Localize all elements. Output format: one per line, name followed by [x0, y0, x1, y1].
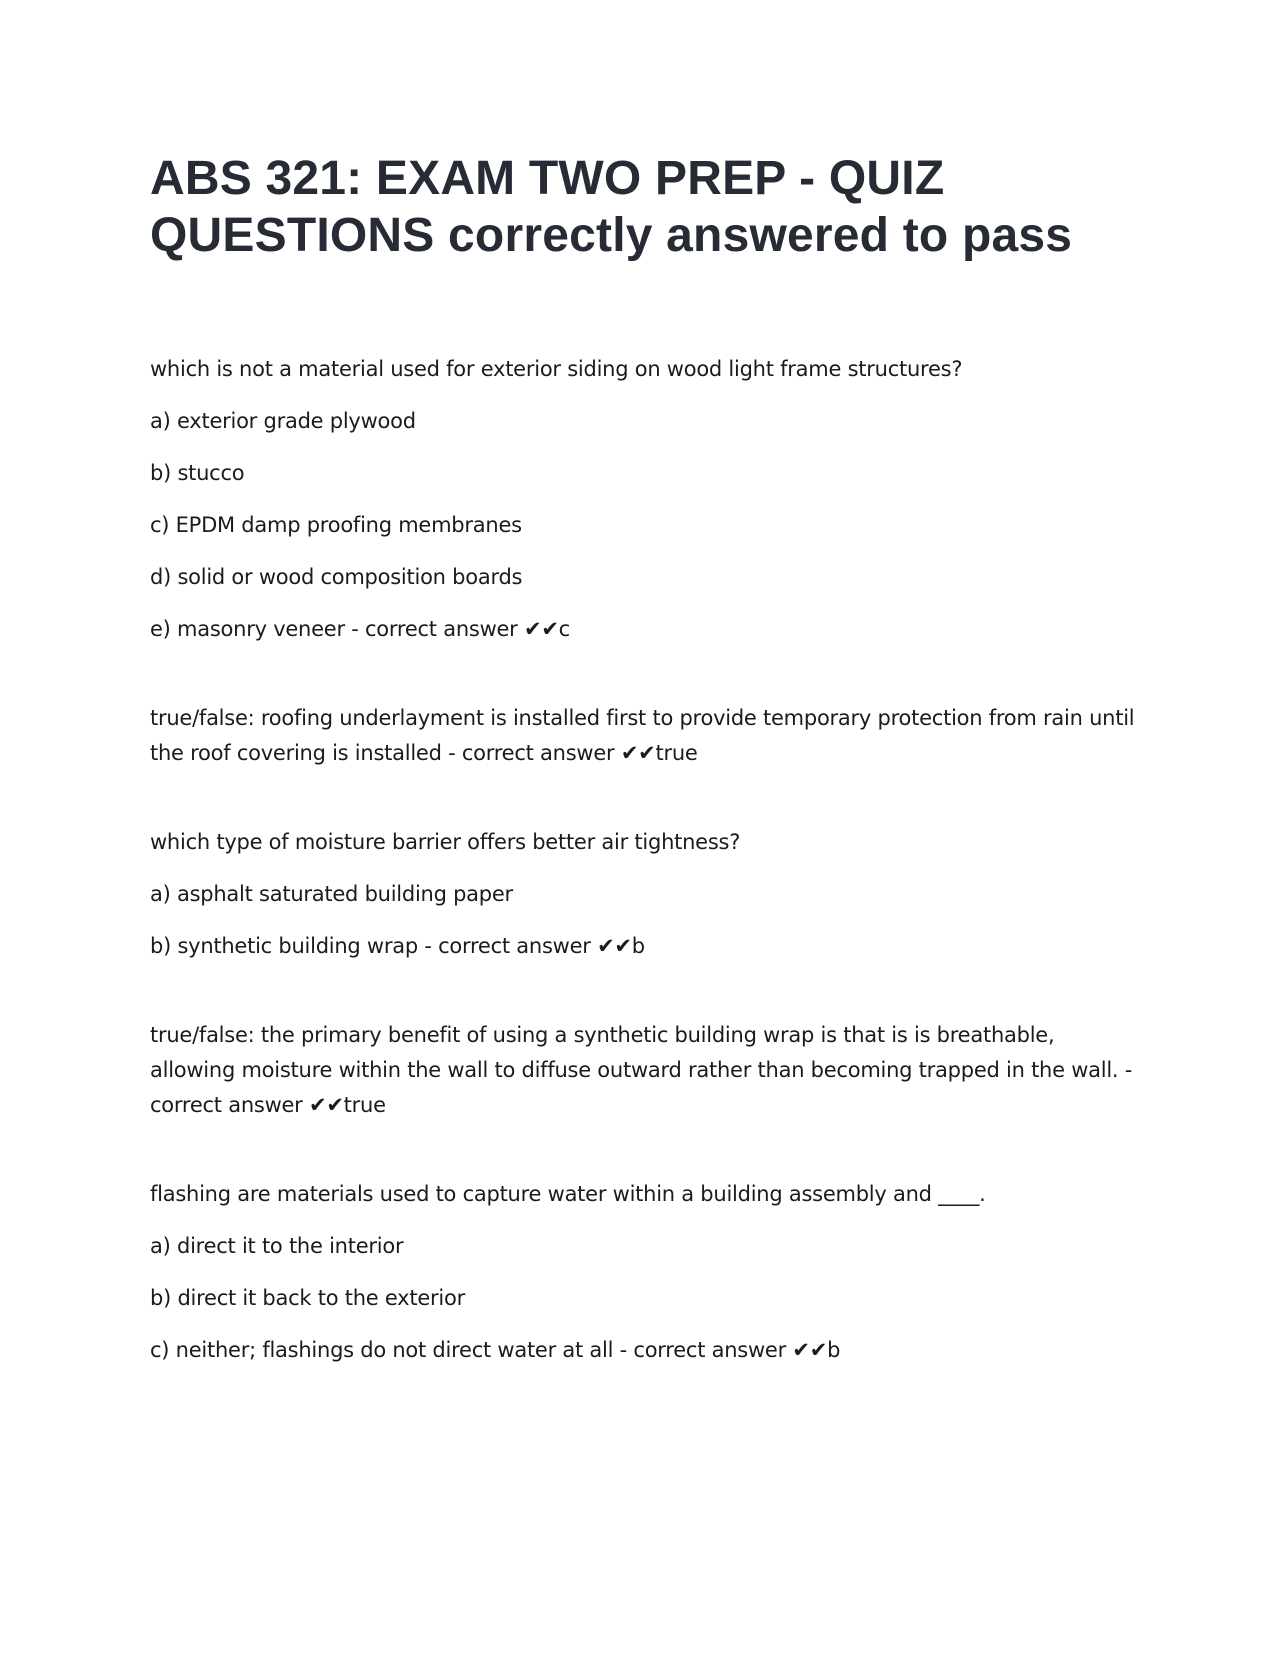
answer-option-with-correct-answer: e) masonry veneer - correct answer ✔✔c — [150, 617, 570, 641]
question-list — [150, 352, 1140, 1368]
answer-option: d) solid or wood composition boards — [150, 565, 523, 589]
question-text: which type of moisture barrier offers better air tightness? — [150, 830, 741, 854]
answer-option: a) asphalt saturated building paper — [150, 882, 513, 906]
question-block-2 — [150, 701, 1140, 771]
document-title: ABS 321: EXAM TWO PREP - QUIZ QUESTIONS correctly answered to pass — [150, 152, 1073, 262]
question-text: which is not a material used for exterior siding on wood light frame structures? — [150, 357, 963, 381]
question-block-1 — [150, 352, 1140, 647]
answer-option: c) EPDM damp proofing membranes — [150, 513, 522, 537]
question-block-3 — [150, 825, 1140, 964]
question-text-with-correct-answer: true/false: roofing underlayment is installed first to provide temporary protection from rain until the roof covering is installed - correct answer ✔✔true — [150, 706, 1135, 765]
answer-option-with-correct-answer: c) neither; flashings do not direct water at all - correct answer ✔✔b — [150, 1338, 841, 1362]
answer-option: a) exterior grade plywood — [150, 409, 416, 433]
answer-option: b) direct it back to the exterior — [150, 1286, 465, 1310]
question-text: flashing are materials used to capture water within a building assembly and ____. — [150, 1182, 986, 1206]
answer-option-with-correct-answer: b) synthetic building wrap - correct answer ✔✔b — [150, 934, 645, 958]
question-text-with-correct-answer: true/false: the primary benefit of using a synthetic building wrap is that is is breathable, allowing moisture within the wall to diffuse outward rather than becoming trapped in the wall. - correct answer ✔✔true — [150, 1023, 1133, 1117]
question-block-4 — [150, 1018, 1140, 1123]
document-page — [150, 150, 1140, 1422]
question-block-5 — [150, 1177, 1140, 1368]
answer-option: a) direct it to the interior — [150, 1234, 404, 1258]
answer-option: b) stucco — [150, 461, 245, 485]
